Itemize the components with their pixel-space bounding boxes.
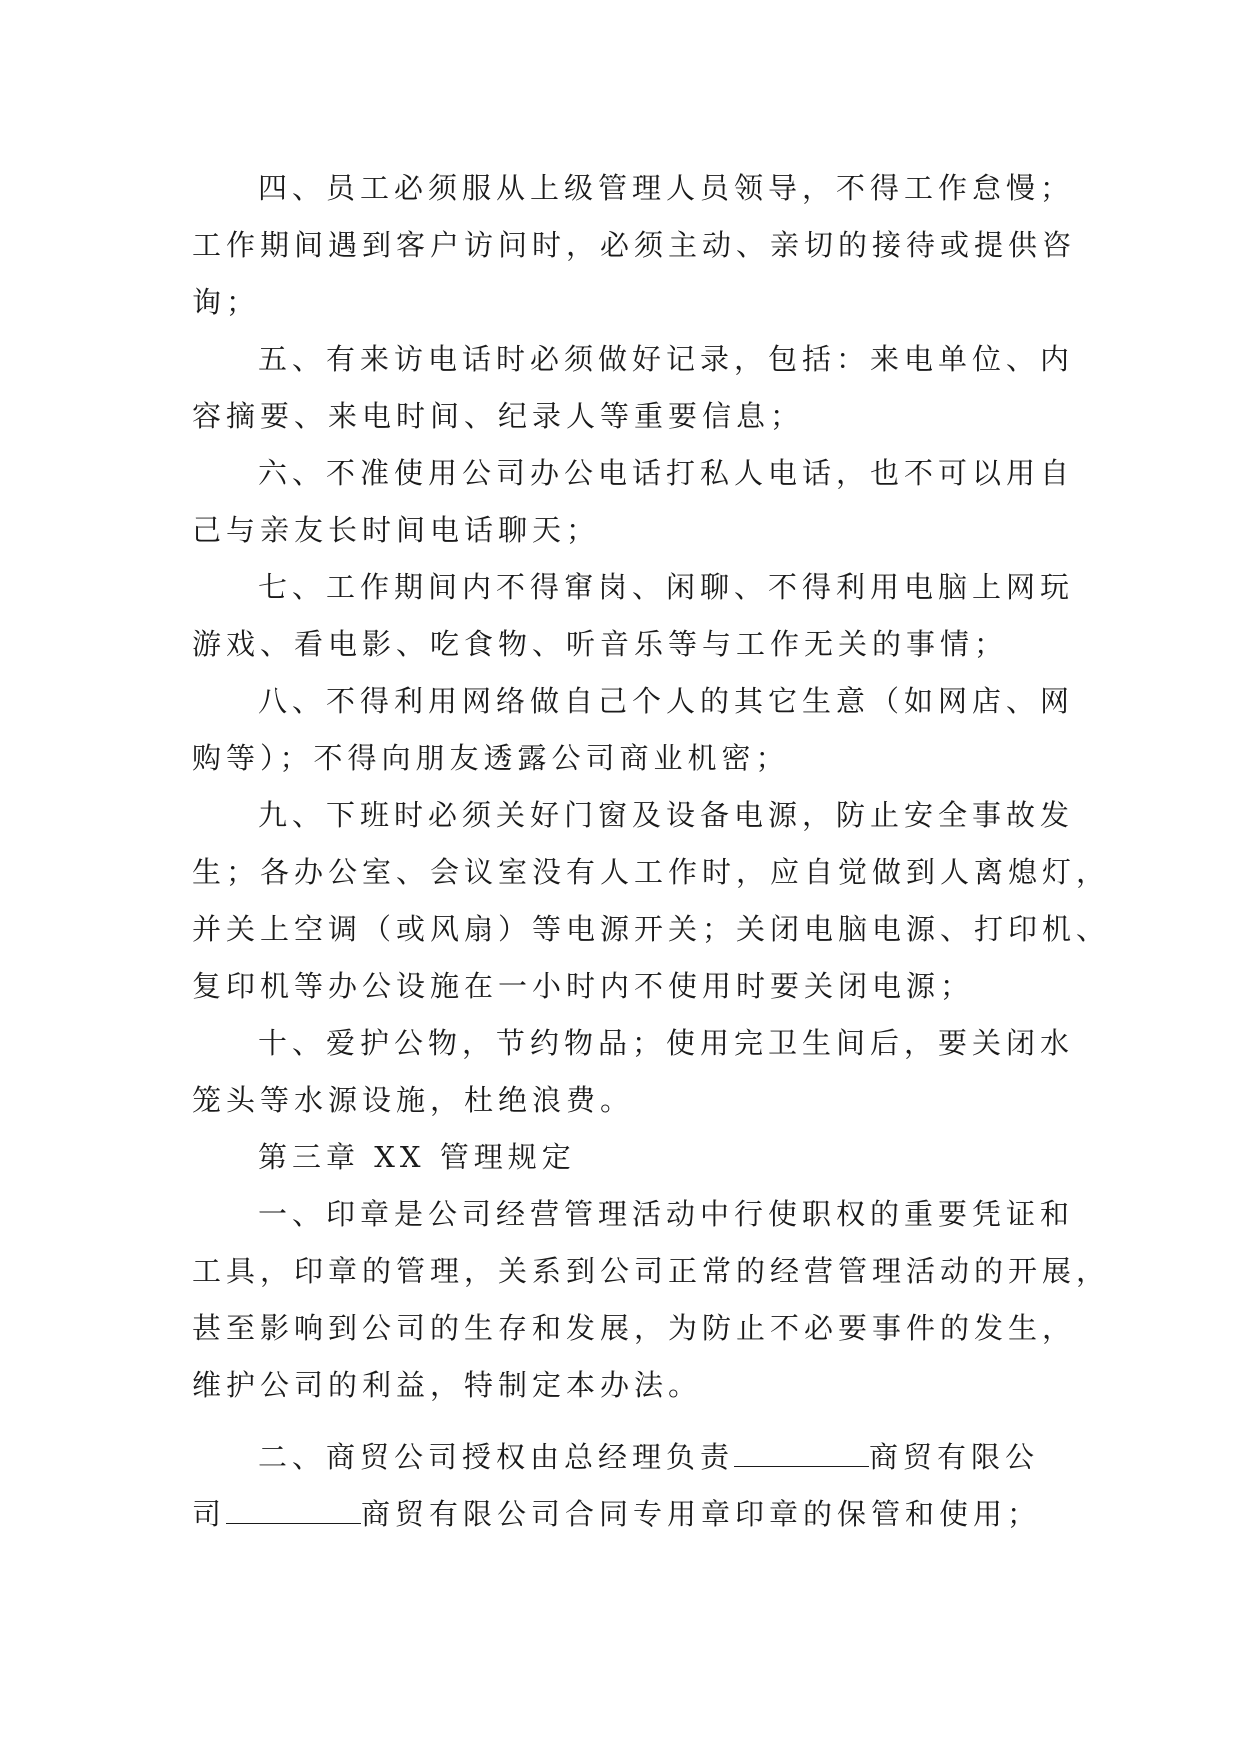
paragraph-line: 购等）；不得向朋友透露公司商业机密； [192,741,790,775]
paragraph-line: 并关上空调（或风扇）等电源开关；关闭电脑电源、打印机、 [192,912,1111,946]
paragraph-line: 九、下班时必须关好门窗及设备电源，防止安全事故发 [258,798,1075,832]
chapter-heading: 第三章 XX 管理规定 [258,1140,576,1174]
paragraph-line: 七、工作期间内不得窜岗、闲聊、不得利用电脑上网玩 [258,570,1075,604]
paragraph-line: 甚至影响到公司的生存和发展，为防止不必要事件的发生， [192,1311,1077,1345]
clause-text: 二、商贸公司授权由总经理负责 [258,1440,735,1474]
paragraph-line: 四、员工必须服从上级管理人员领导，不得工作怠慢； [258,171,1075,205]
paragraph-line: 笼头等水源设施，杜绝浪费。 [192,1083,635,1117]
clause-2-line-2 [192,1494,1041,1534]
paragraph-line: 容摘要、来电时间、纪录人等重要信息； [192,399,805,433]
paragraph-line: 游戏、看电影、吃食物、听音乐等与工作无关的事情； [192,627,1009,661]
paragraph-line: 己与亲友长时间电话聊天； [192,513,601,547]
paragraph-line: 维护公司的利益，特制定本办法。 [192,1368,703,1402]
paragraph-line: 询； [192,285,261,319]
paragraph-line: 一、印章是公司经营管理活动中行使职权的重要凭证和 [258,1197,1075,1231]
clause-text: 商贸有限公 [869,1440,1040,1474]
paragraph-line: 五、有来访电话时必须做好记录，包括：来电单位、内 [258,342,1075,376]
paragraph-line: 八、不得利用网络做自己个人的其它生意（如网店、网 [258,684,1075,718]
fill-in-blank [734,1438,869,1467]
fill-in-blank [226,1495,361,1524]
paragraph-line: 复印机等办公设施在一小时内不使用时要关闭电源； [192,969,975,1003]
paragraph-line: 生；各办公室、会议室没有人工作时，应自觉做到人离熄灯， [192,855,1111,889]
clause-text: 司 [192,1497,227,1531]
clause-2-line-1 [258,1437,1039,1477]
clause-text: 商贸有限公司合同专用章印章的保管和使用； [361,1497,1042,1531]
paragraph-line: 六、不准使用公司办公电话打私人电话，也不可以用自 [258,456,1075,490]
paragraph-line: 工作期间遇到客户访问时，必须主动、亲切的接待或提供咨 [192,228,1077,262]
paragraph-line: 工具，印章的管理，关系到公司正常的经营管理活动的开展， [192,1254,1111,1288]
paragraph-line: 十、爱护公物，节约物品；使用完卫生间后，要关闭水 [258,1026,1075,1060]
